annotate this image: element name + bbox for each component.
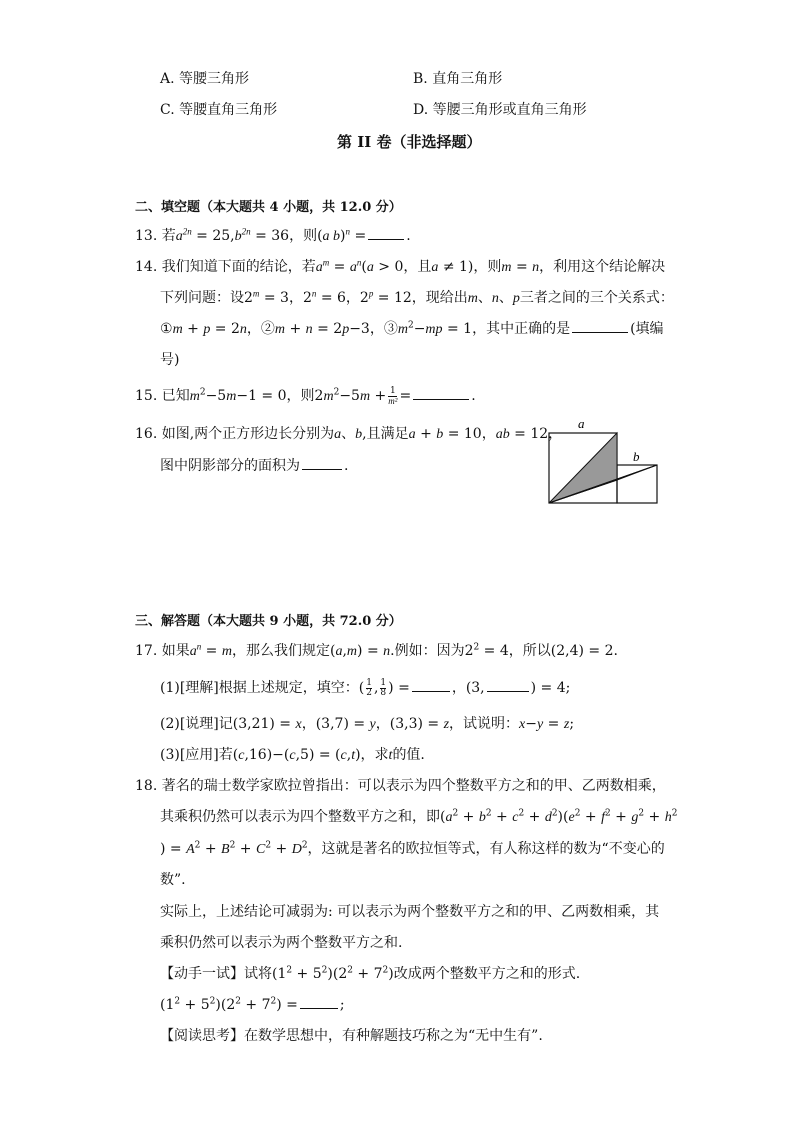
question-18-line-9: 【阅读思考】在数学思想中，有种解题技巧称之为“无中生有”. [160,1028,543,1044]
question-17-line-1: 17. 如果$a^n = m$，那么我们规定(a,m) = n.例如：因为$2^2 = 4$，所以(2,4) = 2. [135,641,618,659]
answer-blank[interactable] [300,994,338,1009]
question-13: 13. 若$a^{2n} = 25,b^{2n} = 36$，则(a b)$^n$ = . [135,226,411,244]
option-a: A. 等腰三角形 [160,71,250,87]
answer-blank[interactable] [368,225,404,240]
question-14-line-3: ①m + p = 2n，②m + n = 2p−3，$③m^2-mp = 1$，其中正确的是 (填编 [160,318,664,338]
label-b: b [633,449,640,464]
section3-header: 三、解答题（本大题共 9 小题，共 72.0 分） [135,614,402,629]
question-18-line-6: 乘积仍然可以表示为两个整数平方之和. [160,935,403,951]
answer-blank[interactable] [413,385,469,400]
question-18-line-3: ) = $A^2 + B^2 + C^2 + D^2$，这就是著名的欧拉恒等式，有人称这样的数为“不变心的 [160,840,665,857]
question-number: 15. [135,388,158,404]
small-square [617,465,657,503]
question-18-line-8: $(1^2 + 5^2)(2^2 + 7^2)$ = ; [160,994,345,1013]
question-17-part-3: (3)[应用]若(c,16)−(c,5) = (c,t)，求t的值. [160,747,425,763]
shaded-triangle-top [549,433,617,503]
question-15: 15. 已知$m^2-5m-1 = 0$，则$2m^2-5m$ + $\frac{1}{\text{m²}}$ = . [135,385,476,406]
question-17-part-1: (1)[理解]根据上述规定，填空：( $\frac{1}{2}$ , $\frac{1}{8}$ ) = ，(3, ) = 4; [160,677,571,698]
answer-blank[interactable] [412,677,450,692]
question-18-line-7: 【动手一试】试将$(1^2 + 5^2)(2^2 + 7^2)$改成两个整数平方之和的形式. [160,965,581,982]
question-17-part-2: (2)[说理]记(3,21) = x，(3,7) = y，(3,3) = z，试说明：x−y = z; [160,716,575,732]
question-number: 16. [135,426,158,442]
answer-blank[interactable] [487,677,529,692]
option-b: B. 直角三角形 [413,71,503,87]
question-18-line-4: 数”. [160,872,186,888]
question-14-line-2: 下列问题：设$2^m = 3$，$2^n = 6$，$2^p = 12$，现给出m、n、p三者之间的三个关系式： [160,288,674,306]
question-18-line-5: 实际上，上述结论可减弱为: 可以表示为两个整数平方之和的甲、乙两数相乘，其 [160,904,660,920]
option-c: C. 等腰直角三角形 [160,102,278,118]
answer-blank[interactable] [302,455,342,470]
option-d: D. 等腰三角形或直角三角形 [413,102,587,118]
question-14-line-1: 14. 我们知道下面的结论，若$a^m = a^n(a > 0$，且a ≠ 1)，则m = n，利用这个结论解决 [135,257,666,275]
question-number: 18. [135,778,158,794]
question-16-line-1: 16. 如图,两个正方形边长分别为a、b,且满足a + b = 10，ab = 12， [135,426,563,442]
question-number: 13. [135,228,158,244]
question-16-line-2: 图中阴影部分的面积为 . [160,455,348,475]
question-18-line-2: 其乘积仍然可以表示为四个整数平方之和，即$(a^2 + b^2 + c^2 + d^2)(e^2 + f^2 + g^2 + h^2$ [160,808,678,825]
question-18-line-1: 18. 著名的瑞士数学家欧拉曾指出：可以表示为四个整数平方之和的甲、乙两数相乘， [135,778,666,794]
two-squares-figure [540,415,665,510]
part2-title: 第 II 卷（非选择题） [337,133,482,151]
section2-header: 二、填空题（本大题共 4 小题，共 12.0 分） [135,200,402,215]
question-14-line-4: 号) [160,352,180,368]
question-number: 17. [135,643,158,659]
answer-blank[interactable] [572,318,628,333]
label-a: a [578,416,585,431]
question-number: 14. [135,259,158,275]
